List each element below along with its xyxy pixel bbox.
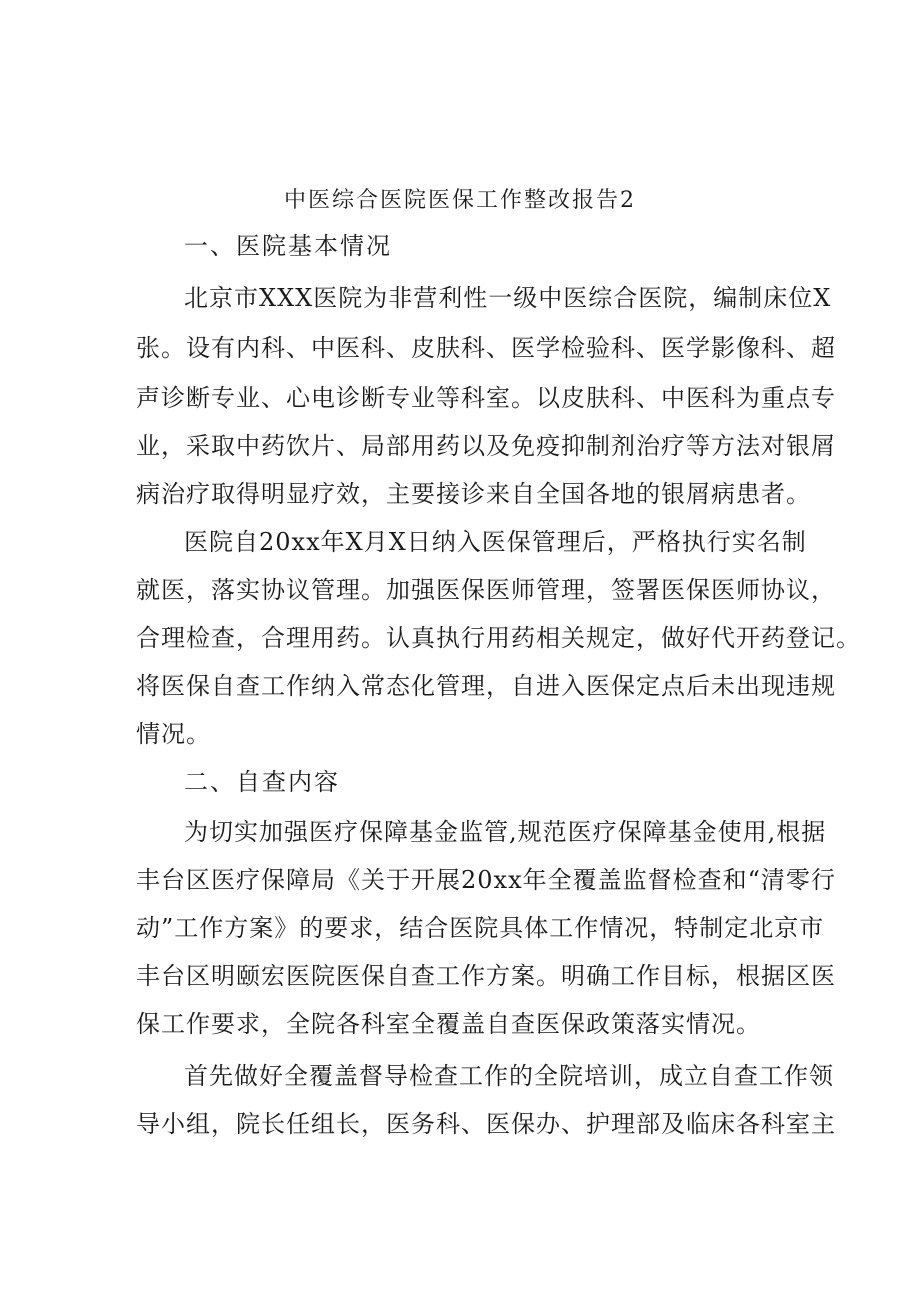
paragraph-line: 医院自20xx年X月X日纳入医保管理后，严格执行实名制: [184, 528, 807, 556]
paragraph-line: 声诊断专业、心电诊断专业等科室。以皮肤科、中医科为重点专: [136, 384, 836, 412]
paragraph-line: 业，采取中药饮片、局部用药以及免疫抑制剂治疗等方法对银屑: [136, 432, 836, 460]
paragraph-line: 合理检查，合理用药。认真执行用药相关规定，做好代开药登记。: [136, 624, 861, 652]
paragraph-line: 动”工作方案》的要求，结合医院具体工作情况，特制定北京市: [136, 914, 825, 942]
paragraph-line: 保工作要求，全院各科室全覆盖自查医保政策落实情况。: [136, 1010, 761, 1038]
paragraph-line: 首先做好全覆盖督导检查工作的全院培训，成立自查工作领: [184, 1062, 834, 1090]
paragraph-line: 北京市XXX医院为非营利性一级中医综合医院，编制床位X: [184, 284, 832, 312]
document-title: 中医综合医院医保工作整改报告2: [284, 188, 636, 213]
paragraph-line: 丰台区明颐宏医院医保自查工作方案。明确工作目标，根据区医: [136, 962, 836, 990]
section-heading-basic-info: 一、医院基本情况: [184, 232, 392, 260]
paragraph-line: 张。设有内科、中医科、皮肤科、医学检验科、医学影像科、超: [136, 334, 836, 362]
paragraph-line: 导小组，院长任组长，医务科、医保办、护理部及临床各科室主: [136, 1110, 836, 1138]
paragraph-line: 将医保自查工作纳入常态化管理，自进入医保定点后未出现违规: [136, 672, 836, 700]
paragraph-line: 病治疗取得明显疗效，主要接诊来自全国各地的银屑病患者。: [136, 480, 811, 508]
paragraph-line: 丰台区医疗保障局《关于开展20xx年全覆盖监督检查和“清零行: [136, 866, 836, 894]
paragraph-line: 为切实加强医疗保障基金监管,规范医疗保障基金使用,根据: [184, 818, 827, 846]
paragraph-line: 情况。: [136, 720, 211, 748]
section-heading-self-check: 二、自查内容: [184, 768, 340, 796]
paragraph-line: 就医，落实协议管理。加强医保医师管理，签署医保医师协议，: [136, 576, 836, 604]
